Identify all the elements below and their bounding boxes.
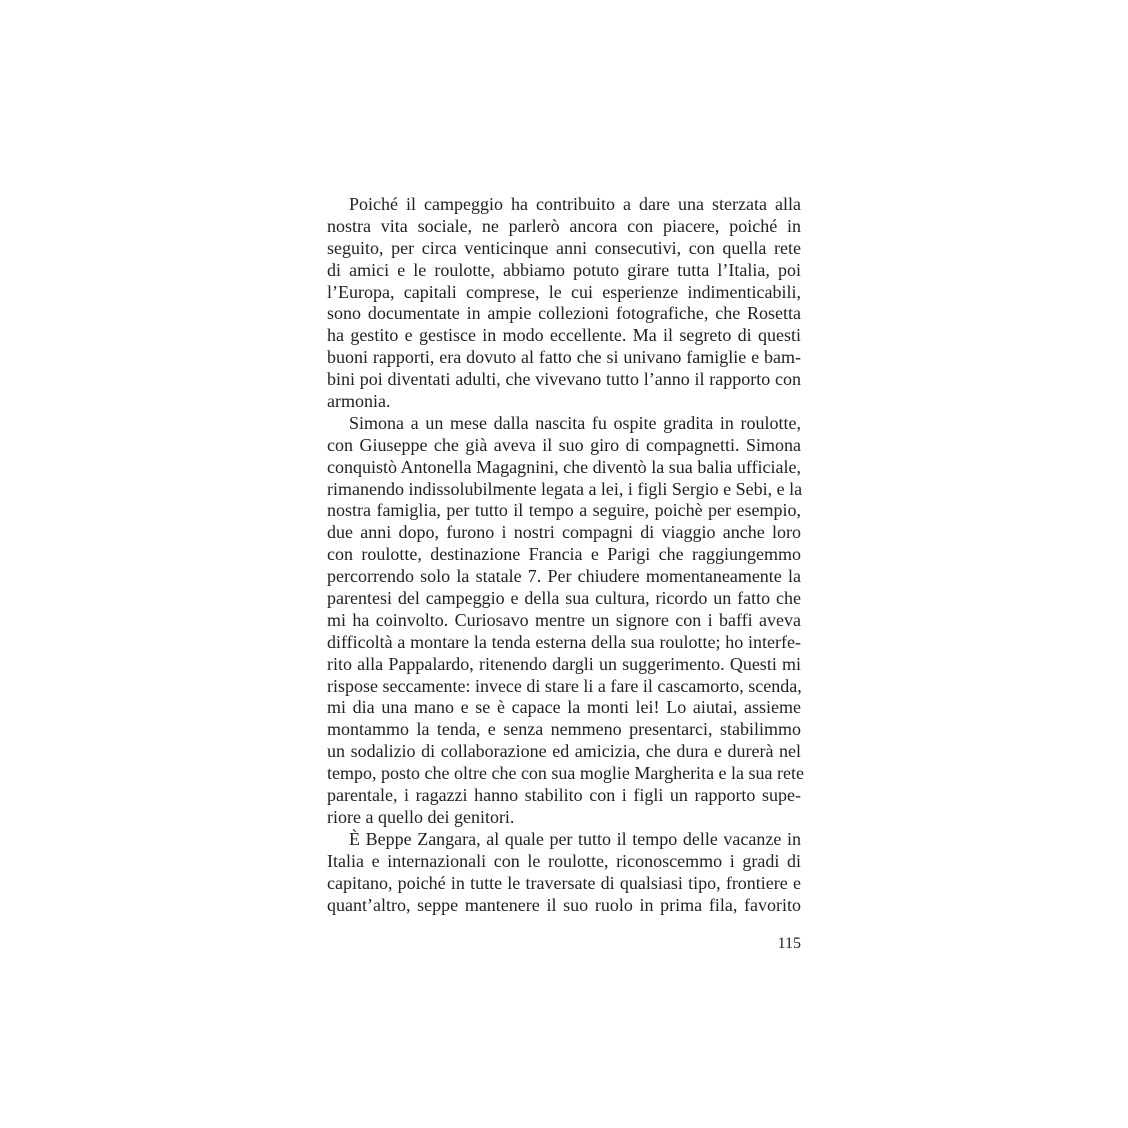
text-line: percorrendo solo la statale 7. Per chiudere momentaneamente la [327,566,801,587]
text-line: quant’altro, seppe mantenere il suo ruolo in prima fila, favorito [327,894,801,915]
body-text [327,194,804,916]
text-line: nostra vita sociale, ne parlerò ancora con piacere, poiché in [327,215,801,236]
text-line: È Beppe Zangara, al quale per tutto il tempo delle vacanze in [349,828,801,849]
paragraph-1 [327,194,801,413]
text-line: conquistò Antonella Magagnini, che diventò la sua balia ufficiale, [327,456,801,477]
text-line: rispose seccamente: invece di stare li a fare il cascamorto, scenda, [327,675,802,696]
text-line: Italia e internazionali con le roulotte, riconoscemmo i gradi di [327,850,801,871]
text-line: di amici e le roulotte, abbiamo potuto girare tutta l’Italia, poi [327,259,801,280]
text-line: seguito, per circa venticinque anni consecutivi, con quella rete [327,237,801,258]
text-line: tempo, posto che oltre che con sua moglie Margherita e la sua rete [327,763,804,784]
text-line: rito alla Pappalardo, ritenendo dargli un suggerimento. Questi mi [327,653,801,674]
text-line: parentesi del campeggio e della sua cultura, ricordo un fatto che [327,588,801,609]
text-line: mi dia una mano e se è capace la monti lei! Lo aiutai, assieme [327,697,801,718]
text-line: con Giuseppe che già aveva il suo giro di compagnetti. Simona [327,434,801,455]
text-line: sono documentate in ampie collezioni fotografiche, che Rosetta [327,303,801,324]
text-line: riore a quello dei genitori. [327,806,515,827]
text-line: rimanendo indissolubilmente legata a lei, i figli Sergio e Sebi, e la [327,478,803,499]
text-line: parentale, i ragazzi hanno stabilito con i figli un rapporto supe- [327,785,801,806]
text-line: bini poi diventati adulti, che vivevano tutto l’anno il rapporto con [327,369,801,390]
page-number: 115 [777,935,801,952]
paragraph-3 [327,829,801,917]
text-line: Poiché il campeggio ha contribuito a dare una sterzata alla [349,194,801,214]
text-line: capitano, poiché in tutte le traversate di qualsiasi tipo, frontiere e [327,872,801,893]
text-line: nostra famiglia, per tutto il tempo a seguire, poichè per esempio, [327,500,801,521]
text-line: due anni dopo, furono i nostri compagni di viaggio anche loro [327,522,801,543]
paragraph-2 [327,412,804,829]
text-line: un sodalizio di collaborazione ed amicizia, che dura e durerà nel [327,741,801,762]
text-line: con roulotte, destinazione Francia e Parigi che raggiungemmo [327,544,801,565]
text-line: difficoltà a montare la tenda esterna della sua roulotte; ho interfe- [327,631,801,652]
text-line: armonia. [327,391,391,412]
text-line: mi ha coinvolto. Curiosavo mentre un signore con i baffi aveva [327,609,801,630]
text-line: l’Europa, capitali comprese, le cui esperienze indimenticabili, [327,281,801,302]
text-line: montammo la tenda, e senza nemmeno presentarci, stabilimmo [327,719,801,740]
text-line: Simona a un mese dalla nascita fu ospite gradita in roulotte, [349,412,801,433]
text-line: buoni rapporti, era dovuto al fatto che si univano famiglie e bam- [327,347,801,368]
text-line: ha gestito e gestisce in modo eccellente. Ma il segreto di questi [327,325,801,346]
